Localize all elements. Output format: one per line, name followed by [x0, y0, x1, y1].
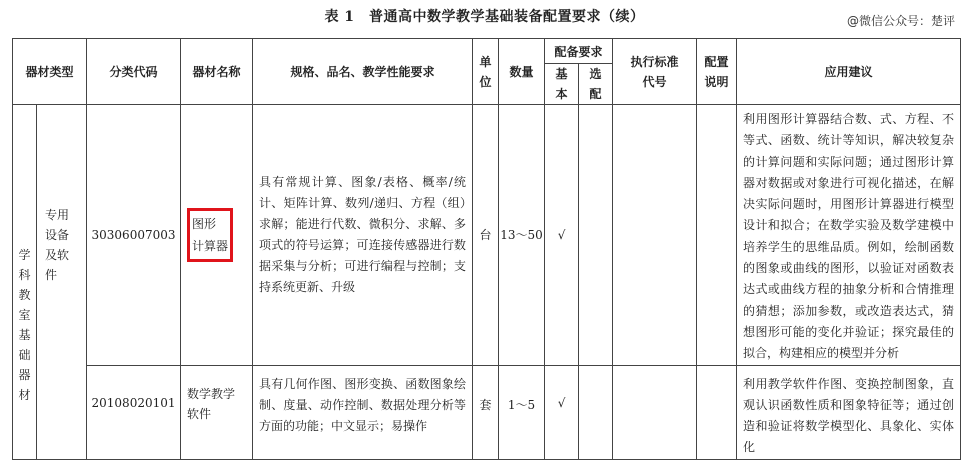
category-sub-line: 件 — [45, 268, 58, 282]
row-spec: 具有常规计算、图象/表格、概率/统计、矩阵计算、数列/递归、方程（组）求解；能进行代数、微积分、求解、多项式的符号运算；可连接传感器进行数据采集与分析；可进行编程与控制；支持系统更新、升级 — [253, 105, 473, 366]
category-main-char: 学 — [18, 248, 31, 262]
header-advice: 应用建议 — [737, 39, 961, 105]
header-basic-line1: 基 — [555, 67, 568, 81]
table-row — [13, 105, 961, 366]
row-name-cell — [181, 105, 253, 366]
header-qty: 数量 — [499, 39, 545, 105]
header-unit — [473, 39, 499, 105]
row-qty: 13～50 — [499, 105, 545, 366]
row-name-line: 计算器 — [192, 238, 229, 253]
row-name-line: 数学教学 — [187, 386, 236, 401]
row-optional — [579, 105, 613, 366]
row-code: 20108020101 — [87, 365, 181, 459]
header-code: 分类代码 — [87, 39, 181, 105]
category-main-char: 教 — [18, 288, 31, 302]
row-note — [697, 105, 737, 366]
category-main-char: 器 — [18, 368, 31, 382]
highlight-box — [187, 208, 233, 262]
row-unit: 套 — [473, 365, 499, 459]
header-row-1 — [13, 39, 961, 64]
header-optional-line1: 选 — [589, 67, 602, 81]
row-optional — [579, 365, 613, 459]
category-main-char: 基 — [18, 328, 31, 342]
category-main-char: 科 — [18, 268, 31, 282]
header-optional — [579, 64, 613, 105]
watermark: @微信公众号：楚评 — [846, 14, 955, 28]
row-standard — [613, 105, 697, 366]
header-optional-line2: 配 — [589, 87, 602, 101]
category-main — [18, 245, 32, 405]
header-standard-line2: 代号 — [642, 74, 667, 89]
category-sub-cell — [37, 105, 87, 460]
category-sub-line: 及软 — [45, 248, 70, 262]
category-sub-line: 专用 — [45, 208, 70, 222]
header-standard — [613, 39, 697, 105]
header-type: 器材类型 — [13, 39, 87, 105]
row-advice: 利用教学软件作图、变换控制图象，直观认识函数性质和图象特征等；通过创造和验证将数学模型化、具象化、实体化 — [737, 365, 961, 459]
header-basic — [545, 64, 579, 105]
row-note — [697, 365, 737, 459]
row-basic: √ — [545, 365, 579, 459]
row-qty: 1～5 — [499, 365, 545, 459]
row-name-line: 图形 — [192, 216, 217, 231]
header-standard-line1: 执行标准 — [630, 54, 679, 69]
row-name-cell — [181, 365, 253, 459]
header-config: 配备要求 — [545, 39, 613, 64]
row-spec: 具有几何作图、图形变换、函数图象绘制、度量、动作控制、数据处理分析等方面的功能；中文显示；易操作 — [253, 365, 473, 459]
row-name-line: 软件 — [187, 406, 212, 421]
row-advice: 利用图形计算器结合数、式、方程、不等式、函数、统计等知识，解决较复杂的计算问题和实际问题；通过图形计算器对数据或对象进行可视化描述，在解决实际问题时，用图形计算器进行模型设计和拟合；在数学实验及数学建模中培养学生的思维品质。例如，绘制函数的图象或曲线的图形，以验证对函数表达式或曲线方程的抽象分析和合情推理的猜想；添加参数，或改造表达式，猜想图形可能的变化并验证；探究最佳的拟合，构建相应的模型并分析 — [737, 105, 961, 366]
header-note — [697, 39, 737, 105]
category-sub-line: 设备 — [45, 228, 70, 242]
equipment-table — [12, 38, 961, 460]
header-name: 器材名称 — [181, 39, 253, 105]
row-unit: 台 — [473, 105, 499, 366]
row-code: 30306007003 — [87, 105, 181, 366]
header-unit-line1: 单 — [479, 54, 492, 69]
header-note-line2: 说明 — [704, 74, 729, 89]
header-note-line1: 配置 — [704, 54, 729, 69]
page-title: 表 1 普通高中数学教学基础装备配置要求（续） — [324, 9, 645, 25]
category-main-cell — [13, 105, 37, 460]
header-spec: 规格、品名、教学性能要求 — [253, 39, 473, 105]
category-main-char: 础 — [18, 348, 31, 362]
category-main-char: 材 — [18, 388, 31, 402]
table-row — [13, 365, 961, 459]
row-standard — [613, 365, 697, 459]
row-basic: √ — [545, 105, 579, 366]
header-unit-line2: 位 — [479, 74, 492, 89]
header-basic-line2: 本 — [555, 87, 568, 101]
category-main-char: 室 — [18, 308, 31, 322]
